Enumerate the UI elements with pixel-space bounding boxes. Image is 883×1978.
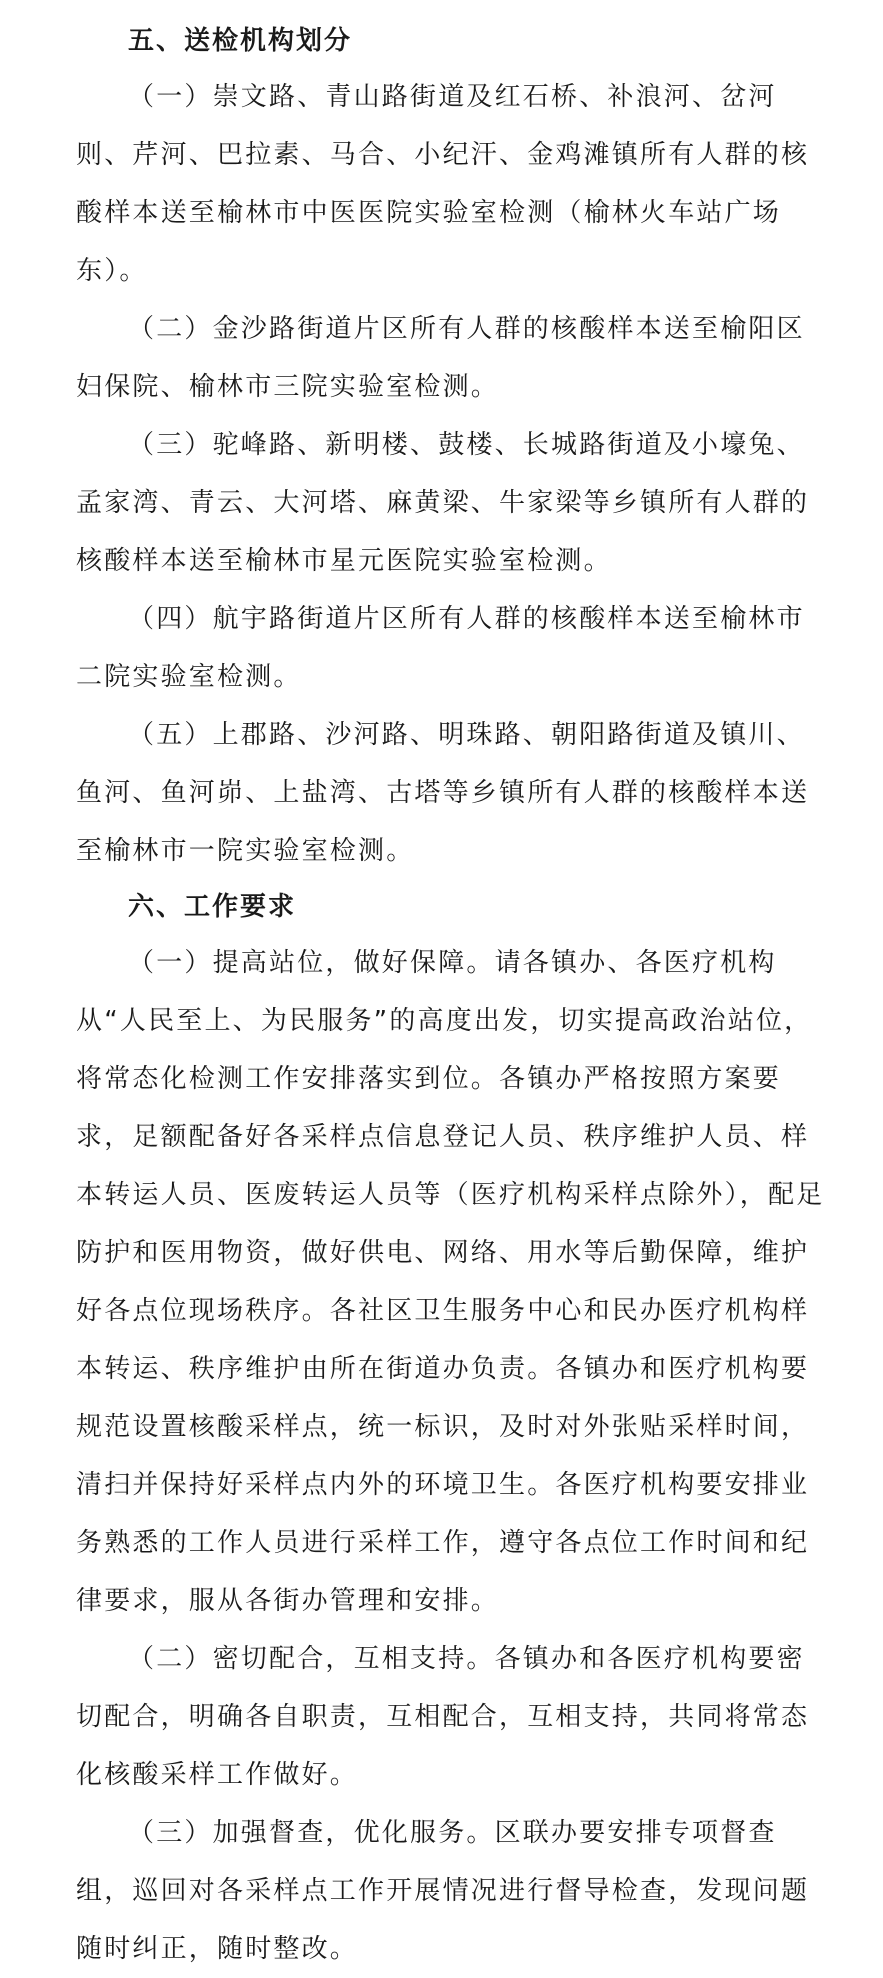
paragraph-institution-5: （五）上郡路、沙河路、明珠路、朝阳路街道及镇川、鱼河、鱼河峁、上盐湾、古塔等乡镇所有人群的核酸样本送至榆林市一院实验室检测。 xyxy=(76,720,810,866)
paragraph-requirement-1: （一）提高站位，做好保障。请各镇办、各医疗机构从“人民至上、为民服务”的高度出发，切实提高政治站位，将常态化检测工作安排落实到位。各镇办严格按照方案要求，足额配备好各采样点信息登记人员、秩序维护人员、样本转运人员、医废转运人员等（医疗机构采样点除外），配足防护和医用物资，做好供电、网络、用水等后勤保障，维护好各点位现场秩序。各社区卫生服务中心和民办医疗机构样本转运、秩序维护由所在街道办负责。各镇办和医疗机构要规范设置核酸采样点，统一标识，及时对外张贴采样时间，清扫并保持好采样点内外的环境卫生。各医疗机构要安排业务熟悉的工作人员进行采样工作，遵守各点位工作时间和纪律要求，服从各街办管理和安排。 xyxy=(76,948,825,1616)
section-heading-sample-institutions: 五、送检机构划分 xyxy=(128,26,353,56)
paragraph-institution-3: （三）驼峰路、新明楼、鼓楼、长城路街道及小壕兔、孟家湾、青云、大河塔、麻黄梁、牛家梁等乡镇所有人群的核酸样本送至榆林市星元医院实验室检测。 xyxy=(76,430,810,576)
paragraph-institution-2: （二）金沙路街道片区所有人群的核酸样本送至榆阳区妇保院、榆林市三院实验室检测。 xyxy=(76,314,805,402)
paragraph-institution-1: （一）崇文路、青山路街道及红石桥、补浪河、岔河则、芹河、巴拉素、马合、小纪汗、金鸡滩镇所有人群的核酸样本送至榆林市中医医院实验室检测（榆林火车站广场东）。 xyxy=(76,82,810,286)
paragraph-institution-4: （四）航宇路街道片区所有人群的核酸样本送至榆林市二院实验室检测。 xyxy=(76,604,805,692)
paragraph-requirement-2: （二）密切配合，互相支持。各镇办和各医疗机构要密切配合，明确各自职责，互相配合，互相支持，共同将常态化核酸采样工作做好。 xyxy=(76,1644,810,1790)
section-heading-work-requirements: 六、工作要求 xyxy=(128,892,297,922)
paragraph-requirement-3: （三）加强督查，优化服务。区联办要安排专项督查组，巡回对各采样点工作开展情况进行督导检查，发现问题随时纠正，随时整改。 xyxy=(76,1818,810,1964)
